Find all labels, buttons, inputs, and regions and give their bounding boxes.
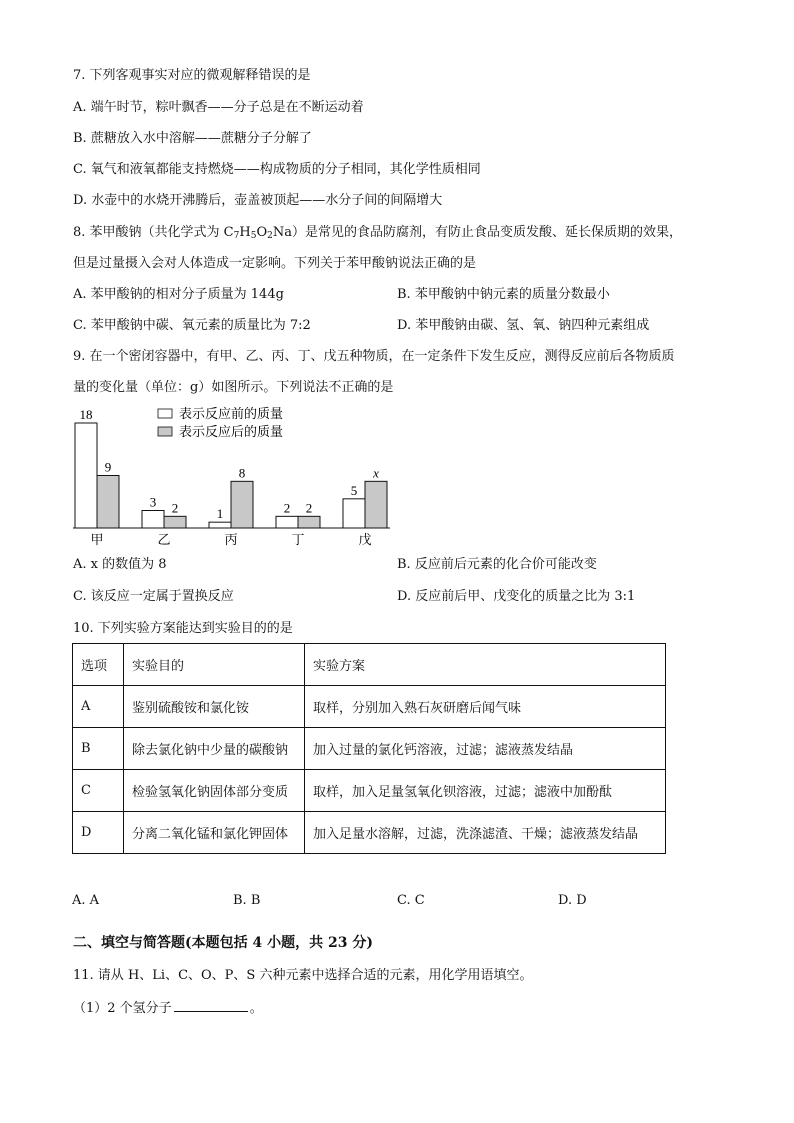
q7-option-c: C. 氧气和液氧都能支持燃烧——构成物质的分子相同，其化学性质相同 (73, 162, 481, 177)
q7-option-a: A. 端午时节，粽叶飘香——分子总是在不断运动着 (73, 100, 364, 115)
row-plan: 取样，分别加入熟石灰研磨后闻气味 (305, 686, 666, 728)
q9-option-d: D. 反应前后甲、戊变化的质量之比为 3:1 (397, 589, 636, 604)
table-row (73, 770, 666, 812)
q11-stem: 11. 请从 H、Li、C、O、P、S 六种元素中选择合适的元素，用化学用语填空。 (73, 968, 533, 983)
category-label-4: 戊 (358, 532, 372, 547)
row-label: C (73, 770, 124, 812)
q10-option-b: B. B (233, 893, 261, 908)
q11-sub1-end: 。 (249, 1001, 263, 1016)
bar-before-3 (276, 516, 298, 528)
bar-after-0 (97, 476, 119, 529)
q8-option-a: A. 苯甲酸钠的相对分子质量为 144g (73, 287, 284, 302)
bar-after-1 (164, 516, 186, 528)
chart-legend (158, 406, 283, 439)
q8-option-d: D. 苯甲酸钠由碳、氢、氧、钠四种元素组成 (397, 318, 650, 333)
data-label-before-3: 2 (283, 500, 291, 516)
q9-stem-2: 量的变化量（单位：g）如图所示。下列说法不正确的是 (73, 380, 394, 395)
q8-stem (73, 224, 682, 245)
bar-before-0 (75, 423, 97, 528)
formula-sub-h: 5 (250, 231, 257, 241)
data-label-after-3: 2 (305, 500, 313, 516)
category-label-1: 乙 (157, 532, 171, 547)
q9-stem: 9. 在一个密闭容器中，有甲、乙、丙、丁、戊五种物质，在一定条件下发生反应，测得反应前后各物质质 (73, 349, 675, 364)
row-purpose: 检验氢氧化钠固体部分变质 (124, 770, 305, 812)
bar-before-2 (209, 522, 231, 528)
q10-option-d: D. D (558, 893, 587, 908)
q11-sub1 (73, 999, 263, 1018)
row-purpose: 除去氯化钠中少量的碳酸钠 (124, 728, 305, 770)
category-label-3: 丁 (291, 532, 305, 547)
q9-option-c: C. 该反应一定属于置换反应 (73, 589, 234, 604)
header-option: 选项 (73, 644, 124, 686)
formula-sub-c: 7 (233, 231, 240, 241)
q8-stem-2: 但是过量摄入会对人体造成一定影响。下列关于苯甲酸钠说法正确的是 (73, 256, 477, 271)
row-purpose: 分离二氧化锰和氯化钾固体 (124, 812, 305, 854)
data-label-before-2: 1 (216, 506, 224, 522)
table-header-row (73, 644, 666, 686)
bar-after-3 (298, 516, 320, 528)
q7-option-d: D. 水壶中的水烧开沸腾后，壶盖被顶起——水分子间的间隔增大 (73, 193, 443, 208)
q7-option-b: B. 蔗糖放入水中溶解——蔗糖分子分解了 (73, 131, 312, 146)
formula-o: O (256, 225, 268, 240)
row-plan: 加入足量水溶解，过滤，洗涤滤渣、干燥；滤液蒸发结晶 (305, 812, 666, 854)
data-label-after-1: 2 (171, 500, 179, 516)
row-label: D (73, 812, 124, 854)
bar-after-4 (365, 481, 387, 528)
q7-stem: 7. 下列客观事实对应的微观解释错误的是 (73, 68, 311, 83)
header-plan: 实验方案 (305, 644, 666, 686)
table-row (73, 812, 666, 854)
bar-before-1 (142, 511, 164, 529)
q8-stem-pre: 8. 苯甲酸钠（共化学式为 C (73, 225, 234, 240)
data-label-before-4: 5 (350, 482, 358, 498)
data-label-after-2: 8 (238, 465, 246, 481)
q8-option-c: C. 苯甲酸钠中碳、氧元素的质量比为 7:2 (73, 318, 311, 333)
legend-swatch-before (158, 409, 172, 418)
q10-option-c: C. C (397, 893, 425, 908)
section-title: 二、填空与简答题(本题包括 4 小题，共 23 分) (73, 935, 373, 951)
category-label-0: 甲 (90, 532, 104, 547)
legend-label-before: 表示反应前的质量 (179, 406, 284, 421)
table-row (73, 728, 666, 770)
q10-stem: 10. 下列实验方案能达到实验目的的是 (73, 621, 293, 636)
q8-option-b: B. 苯甲酸钠中钠元素的质量分数最小 (397, 287, 610, 302)
q11-sub1-text: （1）2 个氢分子 (73, 1001, 172, 1016)
table-row (73, 686, 666, 728)
answer-blank[interactable] (174, 999, 248, 1012)
formula-sub-o: 2 (267, 231, 273, 241)
bar-after-2 (231, 481, 253, 528)
formula-h: H (239, 225, 251, 240)
data-label-before-1: 3 (149, 494, 157, 510)
q8-stem-post: Na）是常见的食品防腐剂，有防止食品变质发酸、延长保质期的效果， (272, 225, 682, 240)
data-label-before-0: 18 (79, 407, 93, 422)
row-plan: 加入过量的氯化钙溶液，过滤；滤液蒸发结晶 (305, 728, 666, 770)
row-label: A (73, 686, 124, 728)
data-label-after-0: 9 (104, 459, 112, 475)
data-label-after-4: x (373, 465, 379, 481)
q9-option-b: B. 反应前后元素的化合价可能改变 (397, 557, 597, 572)
q9-option-a: A. x 的数值为 8 (73, 557, 167, 572)
legend-label-after: 表示反应后的质量 (179, 424, 284, 439)
q10-option-a: A. A (72, 893, 100, 908)
bar-before-4 (343, 499, 365, 528)
experiment-table (72, 643, 666, 854)
header-purpose: 实验目的 (124, 644, 305, 686)
bar-chart (66, 404, 396, 549)
category-label-2: 丙 (224, 532, 238, 547)
row-plan: 取样，加入足量氢氧化钡溶液，过滤；滤液中加酚酞 (305, 770, 666, 812)
legend-swatch-after (158, 427, 172, 436)
row-label: B (73, 728, 124, 770)
row-purpose: 鉴别硫酸铵和氯化铵 (124, 686, 305, 728)
